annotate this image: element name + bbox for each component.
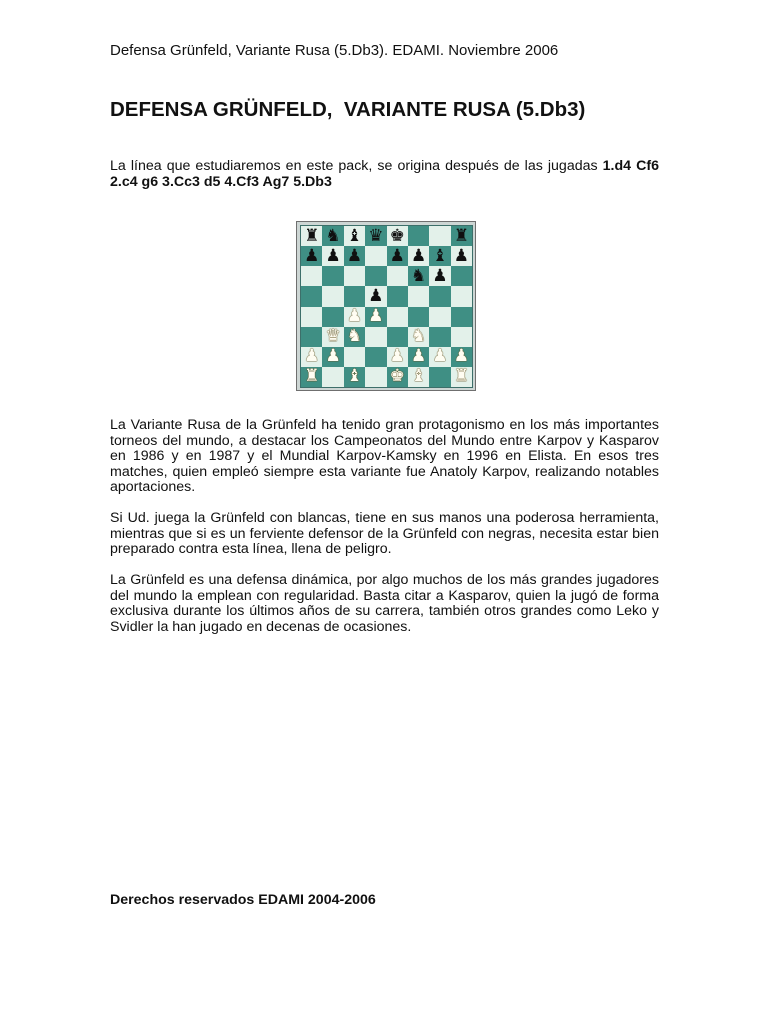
- square-c6: [344, 266, 365, 286]
- square-g2: [429, 347, 450, 367]
- square-d4: [365, 307, 386, 327]
- square-c2: [344, 347, 365, 367]
- black-queen-icon: ♛: [368, 226, 384, 246]
- square-b4: [322, 307, 343, 327]
- square-f1: [408, 367, 429, 387]
- running-header: Defensa Grünfeld, Variante Rusa (5.Db3). EDAMI. Noviembre 2006: [110, 42, 559, 59]
- square-g3: [429, 327, 450, 347]
- square-e1: [387, 367, 408, 387]
- square-e3: [387, 327, 408, 347]
- square-a6: [301, 266, 322, 286]
- square-b3: [322, 327, 343, 347]
- square-c4: [344, 307, 365, 327]
- square-f5: [408, 286, 429, 306]
- square-f2: [408, 347, 429, 367]
- black-pawn-icon: ♟: [432, 266, 448, 286]
- square-g7: [429, 246, 450, 266]
- square-d1: [365, 367, 386, 387]
- square-e5: [387, 286, 408, 306]
- square-h4: [451, 307, 472, 327]
- paragraph-history: La Variante Rusa de la Grünfeld ha tenido gran protagonismo en los más importantes torneos del mundo, a destacar los Campeonatos del Mundo entre Karpov y Kasparov en 1986 y en 1987 y el Mundial Karpov-Kamsky en 1996 en Elista. En esos tres matches, quien empleó siempre esta variante fue Anatoly Karpov, realizando notables aportaciones.: [110, 417, 659, 495]
- intro-paragraph: [110, 158, 659, 190]
- white-pawn-icon: ♟: [346, 306, 363, 327]
- white-pawn-icon: ♟: [410, 346, 427, 367]
- square-a3: [301, 327, 322, 347]
- black-pawn-icon: ♟: [410, 246, 427, 266]
- opening-moves: 1.d4 Cf6 2.c4 g6 3.Cc3 d5 4.Cf3 Ag7 5.Db3: [110, 158, 659, 190]
- square-a2: [301, 347, 322, 367]
- square-f4: [408, 307, 429, 327]
- paragraph-importance: Si Ud. juega la Grünfeld con blancas, tiene en sus manos una poderosa herramienta, mientras que si es un ferviente defensor de la Grünfeld con negras, necesita estar bien preparado contra esta línea, llena de peligro.: [110, 510, 659, 557]
- chess-board: [300, 225, 473, 388]
- black-pawn-icon: ♟: [389, 246, 405, 266]
- white-rook-icon: ♜: [453, 366, 469, 387]
- square-h8: [451, 226, 472, 246]
- black-rook-icon: ♜: [453, 226, 469, 246]
- square-d5: [365, 286, 386, 306]
- square-d2: [365, 347, 386, 367]
- square-h7: [451, 246, 472, 266]
- white-pawn-icon: ♟: [368, 306, 384, 327]
- square-h2: [451, 347, 472, 367]
- square-b7: [322, 246, 343, 266]
- square-a7: [301, 246, 322, 266]
- white-rook-icon: ♜: [304, 366, 320, 387]
- white-pawn-icon: ♟: [325, 346, 341, 367]
- square-f6: [408, 266, 429, 286]
- square-e2: [387, 347, 408, 367]
- square-e6: [387, 266, 408, 286]
- chess-diagram: [296, 221, 476, 391]
- square-g4: [429, 307, 450, 327]
- black-pawn-icon: ♟: [304, 246, 320, 266]
- square-a8: [301, 226, 322, 246]
- square-b6: [322, 266, 343, 286]
- square-c7: [344, 246, 365, 266]
- square-a1: [301, 367, 322, 387]
- square-h3: [451, 327, 472, 347]
- square-d8: [365, 226, 386, 246]
- square-g8: [429, 226, 450, 246]
- white-pawn-icon: ♟: [453, 346, 469, 367]
- black-rook-icon: ♜: [304, 226, 320, 246]
- square-e8: [387, 226, 408, 246]
- black-knight-icon: ♞: [410, 266, 427, 286]
- square-h1: [451, 367, 472, 387]
- square-c1: [344, 367, 365, 387]
- square-f3: [408, 327, 429, 347]
- black-knight-icon: ♞: [325, 226, 341, 246]
- square-b8: [322, 226, 343, 246]
- black-pawn-icon: ♟: [346, 246, 363, 266]
- page-title: DEFENSA GRÜNFELD, VARIANTE RUSA (5.Db3): [110, 98, 586, 121]
- square-d6: [365, 266, 386, 286]
- black-bishop-icon: ♝: [346, 226, 363, 246]
- black-pawn-icon: ♟: [368, 286, 384, 306]
- square-d3: [365, 327, 386, 347]
- square-g1: [429, 367, 450, 387]
- square-c8: [344, 226, 365, 246]
- square-c3: [344, 327, 365, 347]
- black-pawn-icon: ♟: [325, 246, 341, 266]
- white-pawn-icon: ♟: [304, 346, 320, 367]
- square-g5: [429, 286, 450, 306]
- white-bishop-icon: ♝: [410, 366, 427, 387]
- square-d7: [365, 246, 386, 266]
- white-king-icon: ♚: [389, 366, 405, 387]
- black-king-icon: ♚: [389, 226, 405, 246]
- square-h6: [451, 266, 472, 286]
- square-e7: [387, 246, 408, 266]
- square-f7: [408, 246, 429, 266]
- square-a5: [301, 286, 322, 306]
- white-queen-icon: ♛: [325, 326, 341, 347]
- copyright-footer: Derechos reservados EDAMI 2004-2006: [110, 892, 376, 908]
- white-knight-icon: ♞: [410, 326, 427, 347]
- square-b5: [322, 286, 343, 306]
- intro-text: La línea que estudiaremos en este pack, se origina después de las jugadas: [110, 158, 603, 174]
- square-e4: [387, 307, 408, 327]
- square-b2: [322, 347, 343, 367]
- square-g6: [429, 266, 450, 286]
- square-b1: [322, 367, 343, 387]
- black-pawn-icon: ♟: [453, 246, 469, 266]
- square-f8: [408, 226, 429, 246]
- black-bishop-icon: ♝: [432, 246, 448, 266]
- white-bishop-icon: ♝: [346, 366, 363, 387]
- square-h5: [451, 286, 472, 306]
- white-pawn-icon: ♟: [432, 346, 448, 367]
- square-c5: [344, 286, 365, 306]
- square-a4: [301, 307, 322, 327]
- white-pawn-icon: ♟: [389, 346, 405, 367]
- white-knight-icon: ♞: [346, 326, 363, 347]
- paragraph-dynamics: La Grünfeld es una defensa dinámica, por algo muchos de los más grandes jugadores del mundo la emplean con regularidad. Basta citar a Kasparov, quien la jugó de forma exclusiva durante los últimos años de su carrera, también otros grandes como Leko y Svidler la han jugado en decenas de ocasiones.: [110, 572, 659, 635]
